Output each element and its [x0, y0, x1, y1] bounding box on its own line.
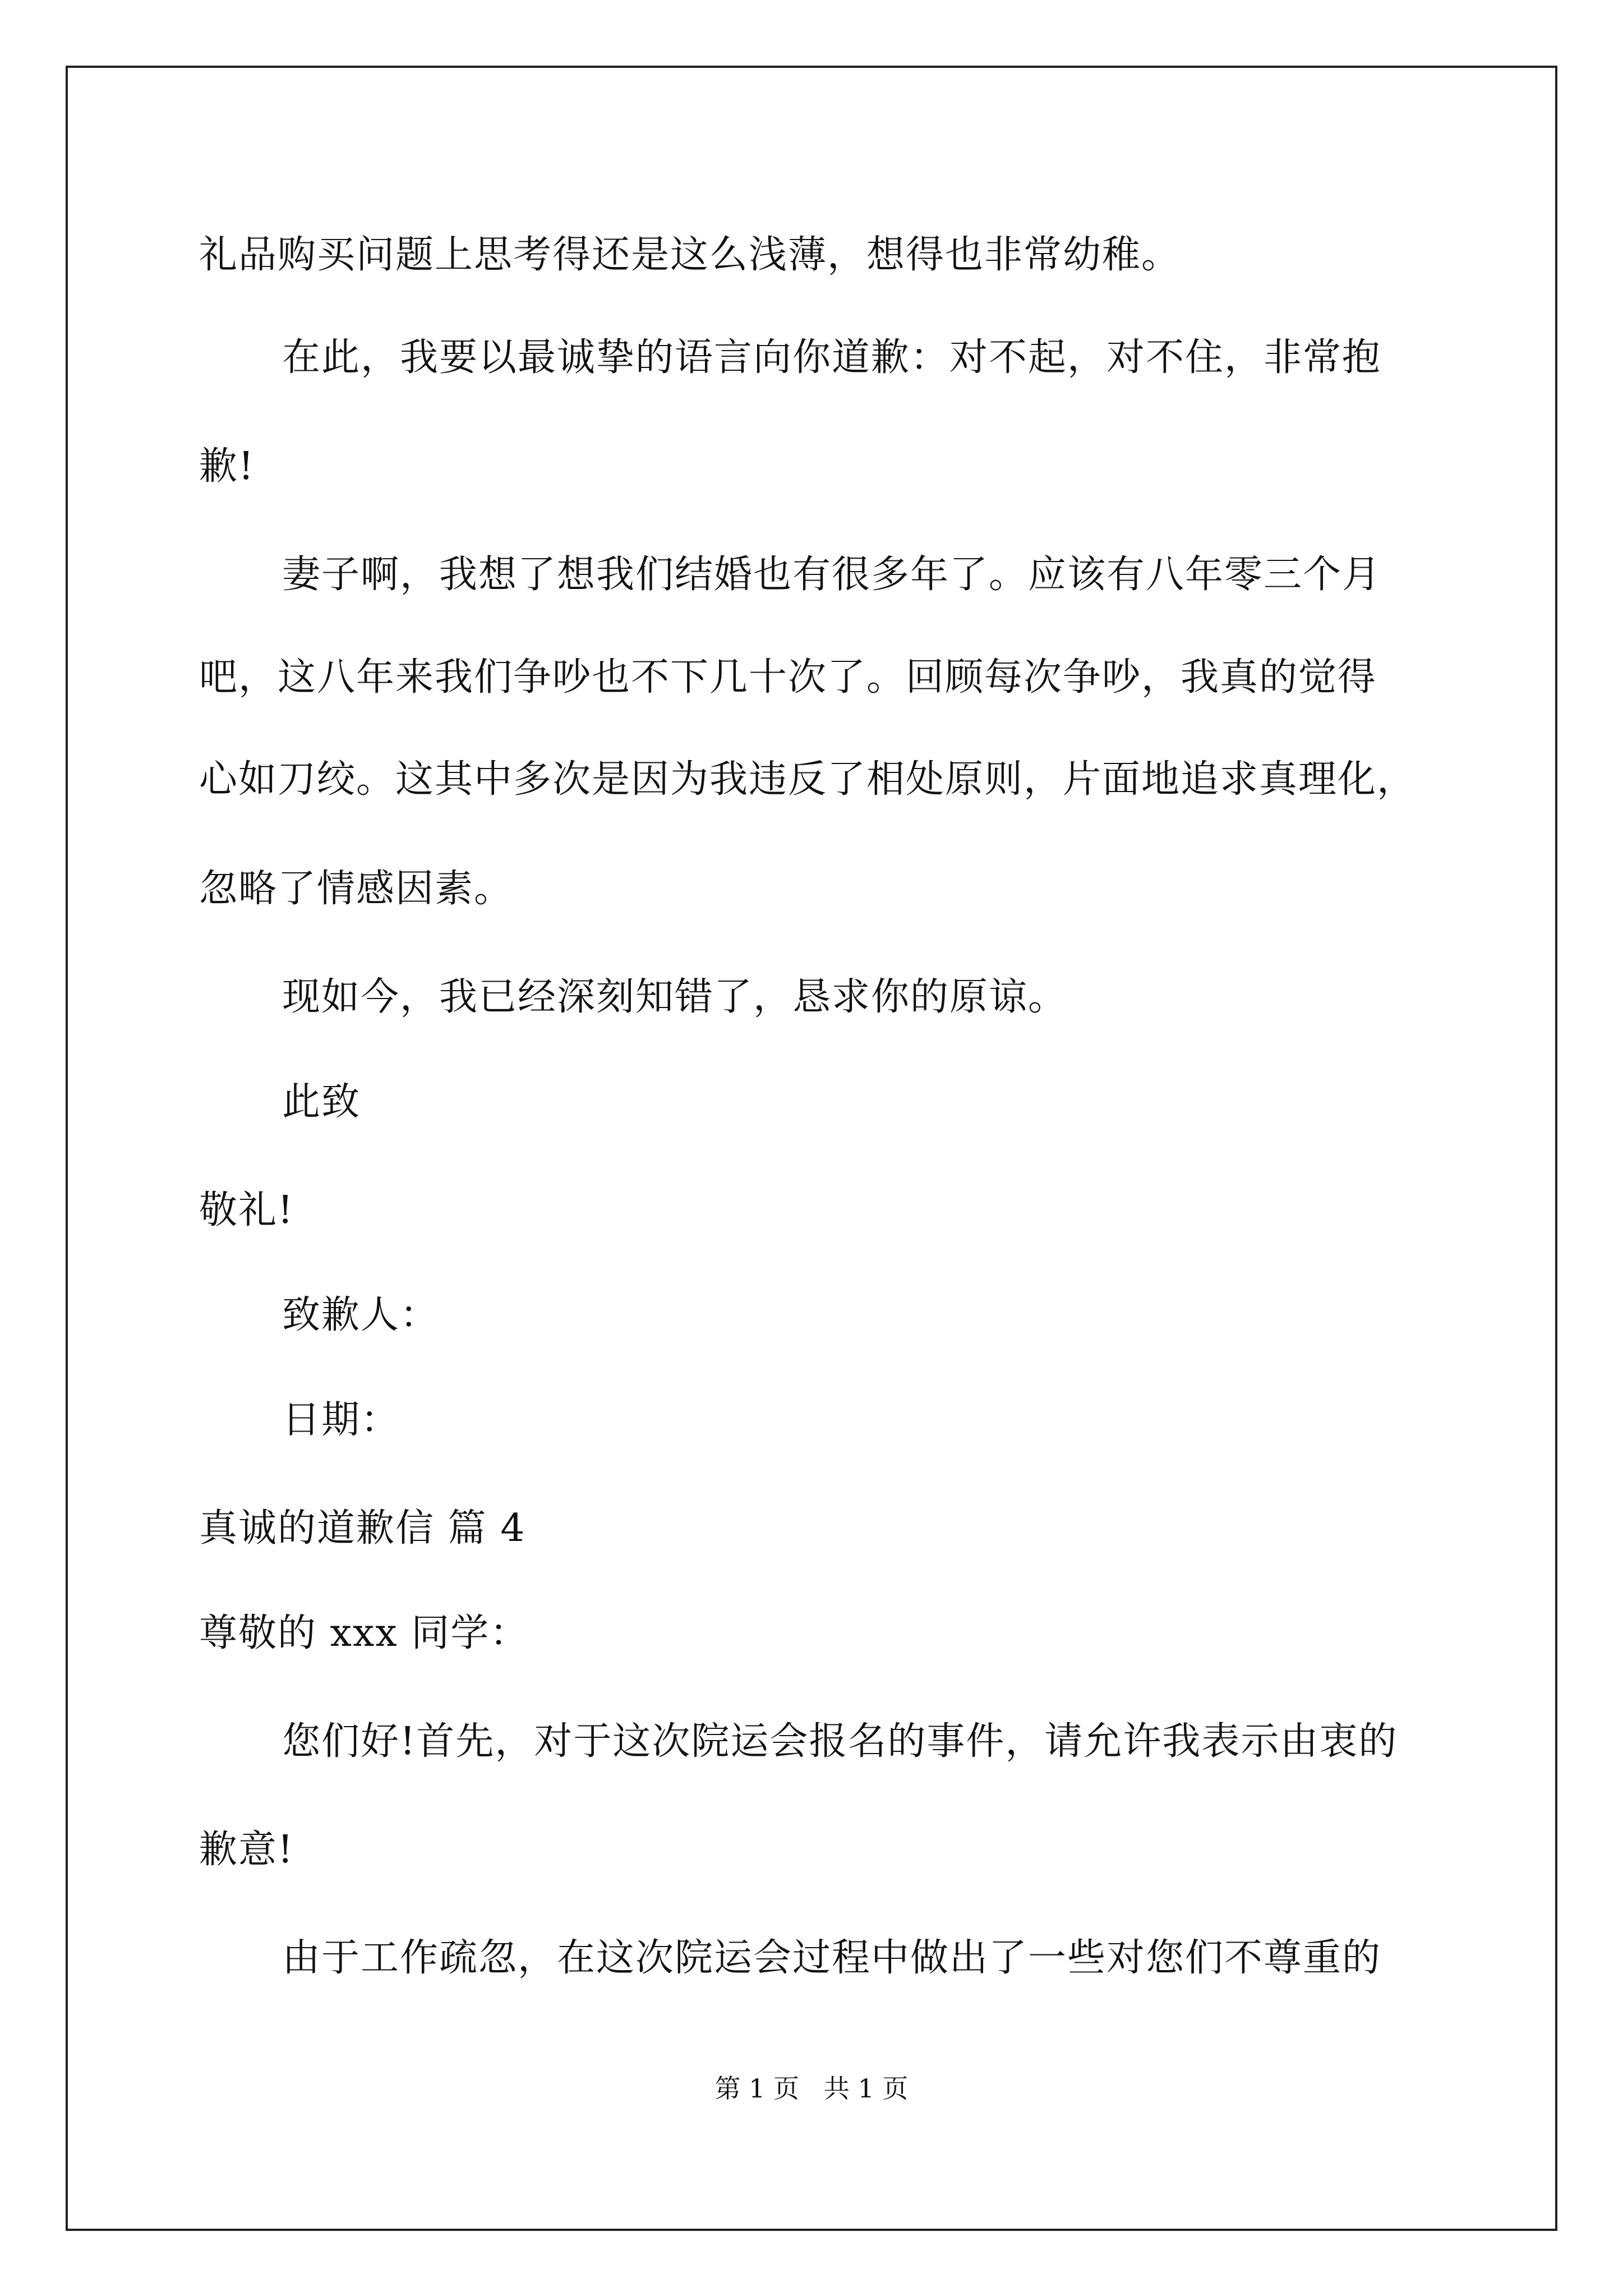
- body-line-3: 歉!: [199, 444, 255, 489]
- body-line-2: 在此，我要以最诚挚的语言向你道歉：对不起，对不住，非常抱: [282, 335, 1382, 380]
- body-line-15: 您们好!首先，对于这次院运会报名的事件，请允许我表示由衷的: [282, 1719, 1398, 1764]
- body-line-16: 歉意!: [199, 1828, 294, 1872]
- body-line-5: 吧，这八年来我们争吵也不下几十次了。回顾每次争吵，我真的觉得: [199, 655, 1377, 700]
- body-line-1: 礼品购买问题上思考得还是这么浅薄，想得也非常幼稚。: [199, 233, 1181, 277]
- body-line-8: 现如今，我已经深刻知错了，恳求你的原谅。: [282, 975, 1068, 1019]
- closing-salutation: 此致: [282, 1080, 361, 1124]
- date-label: 日期：: [282, 1398, 400, 1442]
- greeting-line: 尊敬的 xxx 同学：: [199, 1611, 529, 1655]
- signature-label: 致歉人：: [282, 1293, 440, 1337]
- body-line-4: 妻子啊，我想了想我们结婚也有很多年了。应该有八年零三个月: [282, 553, 1382, 597]
- body-line-17: 由于工作疏忽，在这次院运会过程中做出了一些对您们不尊重的: [282, 1936, 1382, 1980]
- body-line-6: 心如刀绞。这其中多次是因为我违反了相处原则，片面地追求真理化，: [199, 757, 1417, 802]
- page-border: [66, 66, 1557, 2231]
- closing-regards: 敬礼!: [199, 1188, 294, 1232]
- section-heading: 真诚的道歉信 篇 4: [199, 1506, 526, 1550]
- body-line-7: 忽略了情感因素。: [199, 867, 514, 911]
- page-footer: 第 1 页 共 1 页: [714, 2073, 909, 2104]
